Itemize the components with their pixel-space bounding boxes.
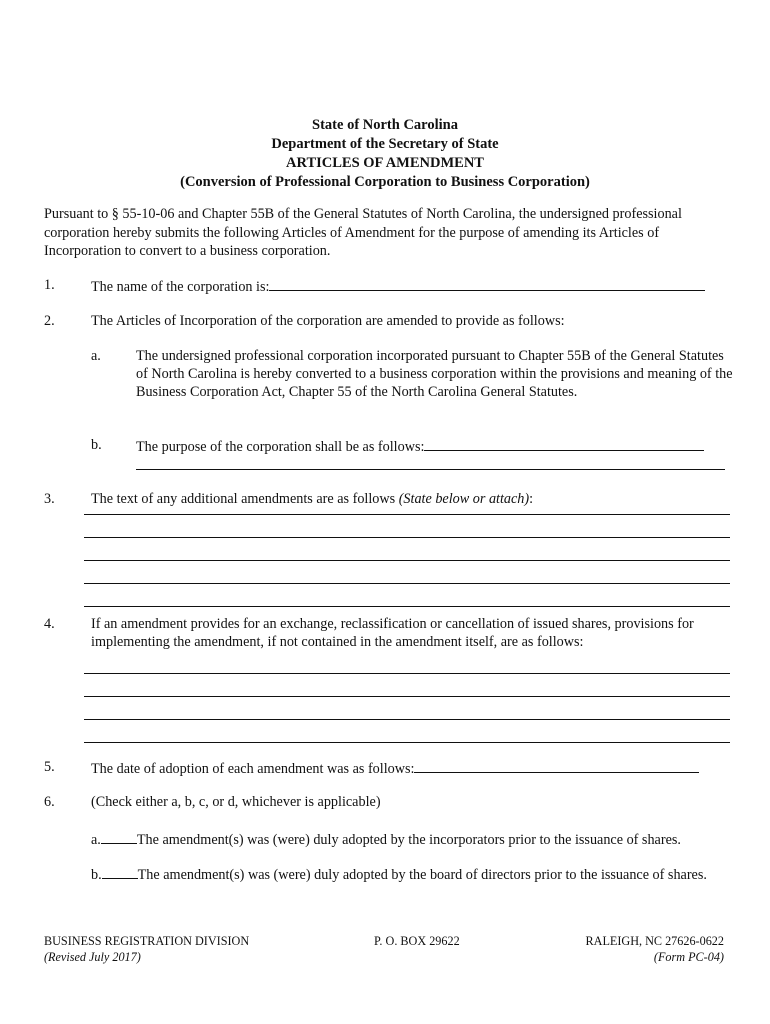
header-form-title: ARTICLES OF AMENDMENT [286,155,484,171]
share-provisions-line-4[interactable] [84,742,730,743]
header-department: Department of the Secretary of State [271,136,499,152]
footer-center [374,933,460,949]
item-3-colon: : [529,491,534,507]
item-3-label: The text of any additional amendments are as follows [91,491,399,507]
item-6b [91,864,731,884]
item-6b-text: The amendment(s) was (were) duly adopted by the board of directors prior to the issuance of shares. [137,867,707,883]
item-1-label: The name of the corporation is: [91,279,270,295]
adoption-date-field[interactable] [414,758,699,773]
item-6-number: 6. [44,794,55,810]
item-6-label: (Check either a, b, c, or d, whichever is applicable) [91,794,381,810]
item-5-number: 5. [44,759,55,775]
footer-right [586,933,724,965]
item-2b-body [136,436,734,456]
item-2a-text: The undersigned professional corporation incorporated pursuant to Chapter 55B of the General Statutes of North Carolina is hereby converted to a business corporation within the provisions and meaning of the Business Corporation Act, Chapter 55 of the North Carolina General Statutes. [136,348,733,400]
item-2b-label: The purpose of the corporation shall be as follows: [136,439,425,455]
item-4-label: If an amendment provides for an exchange, reclassification or cancellation of issued shares, provisions for implementing the amendment, if not contained in the amendment itself, are as follows: [91,616,694,650]
item-6b-letter: b. [91,867,102,883]
additional-amendments-line-5[interactable] [84,606,730,607]
item-2b-letter: b. [91,437,102,453]
additional-amendments-line-4[interactable] [84,583,730,584]
header-form-subtitle: (Conversion of Professional Corporation to Business Corporation) [180,174,590,190]
item-1-number: 1. [44,277,55,293]
footer-form-number: (Form PC-04) [653,950,724,964]
footer-address: RALEIGH, NC 27626-0622 [585,934,724,948]
header-state: State of North Carolina [312,117,458,133]
share-provisions-line-3[interactable] [84,719,730,720]
additional-amendments-line-1[interactable] [84,514,730,515]
footer-po-box: P. O. BOX 29622 [374,934,460,948]
footer-revised-date: (Revised July 2017) [44,950,141,964]
option-a-checkmark-blank[interactable] [101,829,137,844]
item-1-body [91,276,705,296]
item-5-body [91,758,699,778]
footer-left [44,933,249,965]
form-header [0,116,770,192]
item-3-body [91,490,533,508]
item-3-instruction: (State below or attach) [398,491,530,507]
item-2a-letter: a. [91,348,101,364]
additional-amendments-line-2[interactable] [84,537,730,538]
share-provisions-line-1[interactable] [84,673,730,674]
item-6a [91,829,681,849]
item-4-number: 4. [44,616,55,632]
corporation-purpose-field-line-2[interactable] [136,469,725,470]
corporation-purpose-field-line-1[interactable] [424,436,704,451]
item-3-number: 3. [44,491,55,507]
item-5-label: The date of adoption of each amendment was as follows: [91,761,415,777]
intro-paragraph: Pursuant to § 55-10-06 and Chapter 55B of the General Statutes of North Carolina, the undersigned professional corporation hereby submits the following Articles of Amendment for the purpose of amending its Articles of Incorporation to convert to a business corporation. [44,206,682,259]
footer-division: BUSINESS REGISTRATION DIVISION [44,934,250,948]
item-2-label: The Articles of Incorporation of the corporation are amended to provide as follows: [91,313,565,329]
corporation-name-field[interactable] [269,276,705,291]
item-6a-letter: a. [91,832,101,848]
item-6a-text: The amendment(s) was (were) duly adopted by the incorporators prior to the issuance of shares. [136,832,681,848]
additional-amendments-line-3[interactable] [84,560,730,561]
option-b-checkmark-blank[interactable] [102,864,138,879]
share-provisions-line-2[interactable] [84,696,730,697]
item-2-number: 2. [44,313,55,329]
